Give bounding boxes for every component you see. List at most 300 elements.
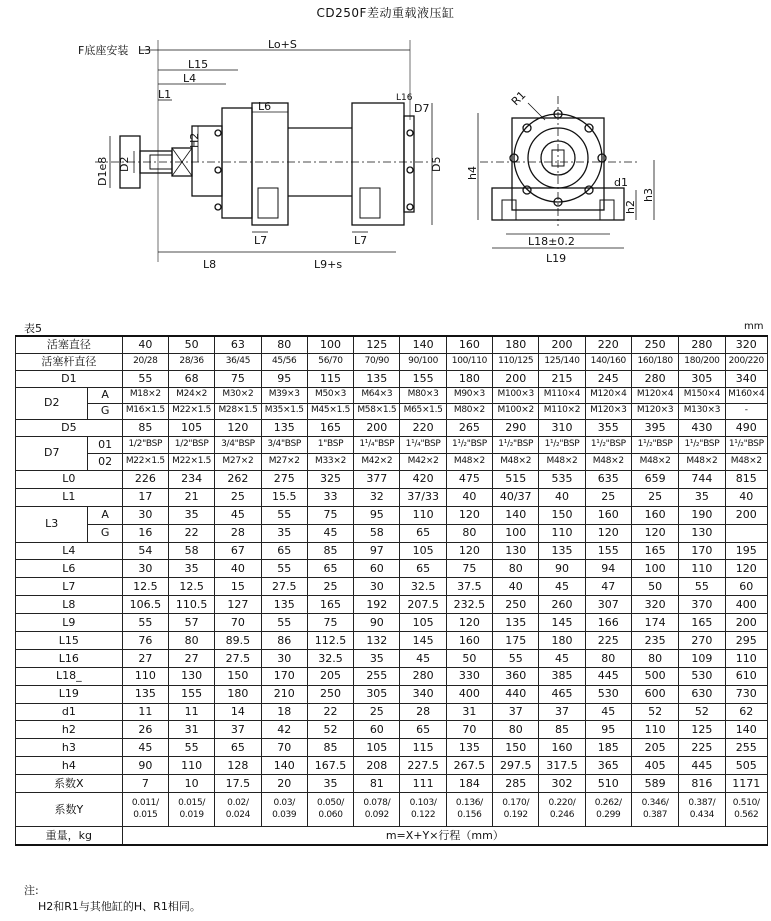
dim-L9-s: L9+s: [314, 258, 343, 268]
table-cell: 27: [168, 649, 214, 667]
table-cell: 165: [307, 596, 353, 614]
table-cell: [725, 793, 767, 827]
table-cell: 35: [168, 506, 214, 524]
table-cell: 165: [679, 614, 725, 632]
dim-D7: D7: [414, 102, 430, 115]
table-row: [16, 596, 768, 614]
table-cell: 190: [679, 506, 725, 524]
table-cell: 180/200: [679, 353, 725, 370]
table-row: [16, 453, 768, 470]
table-cell: 180: [493, 336, 539, 353]
table-cell: 60: [354, 721, 400, 739]
table-cell: 40: [493, 578, 539, 596]
table-cell: 120: [446, 542, 492, 560]
table-cell: M18×2: [122, 387, 168, 403]
row-sublabel: A: [88, 387, 122, 403]
coef-y-top: 0.510/: [732, 797, 760, 808]
table-cell: M27×2: [261, 453, 307, 470]
table-cell: 85: [307, 542, 353, 560]
table-cell: 63: [215, 336, 261, 353]
table-cell: 132: [354, 631, 400, 649]
table-cell: 27.5: [261, 578, 307, 596]
table-cell: 86: [261, 631, 307, 649]
table-cell: 65: [215, 739, 261, 757]
table-row: [16, 775, 768, 793]
table-cell: 17: [122, 488, 168, 506]
table-cell: 255: [725, 739, 767, 757]
table-cell: 36/45: [215, 353, 261, 370]
dim-R1: R1: [508, 88, 529, 109]
table-cell: 55: [122, 370, 168, 387]
table-cell: M35×1.5: [261, 403, 307, 419]
table-cell: 110: [631, 721, 678, 739]
table-cell: 110: [539, 524, 585, 542]
table-cell: M27×2: [215, 453, 261, 470]
table-cell: M80×2: [446, 403, 492, 419]
table-cell: 85: [122, 419, 168, 436]
table-row: [16, 578, 768, 596]
table-cell: 250: [307, 685, 353, 703]
table-cell: 37.5: [446, 578, 492, 596]
table-cell: 110: [168, 757, 214, 775]
coef-y-top: 0.078/: [363, 797, 391, 808]
dim-h2: h2: [624, 200, 637, 214]
table-cell: 140: [261, 757, 307, 775]
table-row: [16, 721, 768, 739]
dim-H2: H2: [188, 132, 201, 148]
weight-formula: m=X+Y×行程（mm）: [122, 827, 767, 845]
table-cell: 150: [215, 667, 261, 685]
coef-y-bottom: 0.060: [318, 810, 343, 821]
table-row: [16, 436, 768, 453]
table-cell: 90: [354, 614, 400, 632]
table-cell: 1¹/₂"BSP: [446, 436, 492, 453]
table-cell: 440: [493, 685, 539, 703]
table-cell: 815: [725, 470, 767, 488]
table-cell: 589: [631, 775, 678, 793]
coef-y-top: 0.346/: [641, 797, 669, 808]
table-cell: 1¹/₂"BSP: [725, 436, 767, 453]
table-cell: M120×3: [631, 403, 678, 419]
table-cell: 420: [400, 470, 446, 488]
coef-y-top: 0.136/: [455, 797, 483, 808]
table-cell: 1¹/₄"BSP: [400, 436, 446, 453]
table-cell: 30: [122, 506, 168, 524]
table-cell: 54: [122, 542, 168, 560]
table-cell: 167.5: [307, 757, 353, 775]
spec-table: [15, 335, 768, 846]
dim-L18: L18±0.2: [528, 235, 575, 248]
table-cell: 115: [400, 739, 446, 757]
table-cell: M120×3: [585, 403, 631, 419]
table-cell: M30×2: [215, 387, 261, 403]
table-cell: 280: [400, 667, 446, 685]
table-cell: 155: [585, 542, 631, 560]
table-cell: 60: [725, 578, 767, 596]
table-cell: [631, 793, 678, 827]
table-cell: 226: [122, 470, 168, 488]
table-cell: 55: [261, 614, 307, 632]
table-cell: 65: [307, 560, 353, 578]
table-cell: 80: [168, 631, 214, 649]
table-cell: 145: [539, 614, 585, 632]
table-cell: 250: [493, 596, 539, 614]
table-cell: 100: [307, 336, 353, 353]
table-cell: 125: [354, 336, 400, 353]
table-cell: 234: [168, 470, 214, 488]
table-cell: 57: [168, 614, 214, 632]
table-cell: [679, 793, 725, 827]
table-cell: 110: [679, 560, 725, 578]
table-cell: 105: [400, 542, 446, 560]
table-cell: 37: [539, 703, 585, 721]
table-cell: 150: [493, 739, 539, 757]
row-sublabel: 01: [88, 436, 122, 453]
table-cell: 600: [631, 685, 678, 703]
coef-y-top: 0.02/: [227, 797, 249, 808]
table-cell: 31: [446, 703, 492, 721]
table-cell: 110: [122, 667, 168, 685]
dim-D2: D2: [118, 156, 131, 172]
table-cell: 160: [631, 506, 678, 524]
table-row: [16, 560, 768, 578]
table-cell: M150×4: [679, 387, 725, 403]
row-label: D5: [16, 419, 123, 436]
table-cell: 1¹/₂"BSP: [539, 436, 585, 453]
dim-L16: L16: [396, 93, 413, 103]
table-cell: 200: [725, 506, 767, 524]
table-cell: 7: [122, 775, 168, 793]
table-cell: 26: [122, 721, 168, 739]
table-cell: 52: [307, 721, 353, 739]
table-cell: 360: [493, 667, 539, 685]
dim-L4: L4: [183, 72, 197, 85]
table-cell: 12.5: [122, 578, 168, 596]
table-cell: 105: [354, 739, 400, 757]
table-cell: 330: [446, 667, 492, 685]
row-label: D1: [16, 370, 123, 387]
table-cell: M48×2: [631, 453, 678, 470]
table-cell: 90/100: [400, 353, 446, 370]
row-label: 活塞直径: [16, 336, 123, 353]
table-cell: 115: [307, 370, 353, 387]
cylinder-drawing: [0, 18, 771, 268]
table-cell: 174: [631, 614, 678, 632]
table-cell: 111: [400, 775, 446, 793]
table-cell: 31: [168, 721, 214, 739]
table-cell: 128: [215, 757, 261, 775]
dim-L15: L15: [188, 58, 209, 71]
table-cell: 475: [446, 470, 492, 488]
coef-y-top: 0.103/: [409, 797, 437, 808]
table-row: [16, 827, 768, 845]
table-cell: 135: [261, 596, 307, 614]
table-cell: 395: [631, 419, 678, 436]
table-cell: 32.5: [400, 578, 446, 596]
coef-y-top: 0.220/: [548, 797, 576, 808]
table-cell: 340: [725, 370, 767, 387]
table-cell: 75: [215, 370, 261, 387]
coef-y-bottom: 0.015: [133, 810, 158, 821]
coef-y-bottom: 0.092: [364, 810, 389, 821]
table-cell: 135: [493, 614, 539, 632]
table-cell: 160: [539, 739, 585, 757]
row-label: h3: [16, 739, 123, 757]
table-cell: 150: [539, 506, 585, 524]
table-cell: 47: [585, 578, 631, 596]
row-sublabel: G: [88, 524, 122, 542]
table-cell: 355: [585, 419, 631, 436]
table-cell: 125: [679, 721, 725, 739]
table-cell: 60: [354, 560, 400, 578]
table-cell: 55: [679, 578, 725, 596]
table-cell: M80×3: [400, 387, 446, 403]
table-row: [16, 793, 768, 827]
table-cell: 385: [539, 667, 585, 685]
table-cell: 205: [307, 667, 353, 685]
table-cell: [725, 524, 767, 542]
table-cell: [354, 793, 400, 827]
table-row: [16, 387, 768, 403]
table-cell: M22×1.5: [168, 453, 214, 470]
table-cell: 67: [215, 542, 261, 560]
table-cell: 166: [585, 614, 631, 632]
table-cell: 1¹/₂"BSP: [679, 436, 725, 453]
table-cell: 280: [631, 370, 678, 387]
table-cell: 160/180: [631, 353, 678, 370]
dim-d1: d1: [614, 176, 628, 189]
table-cell: 220: [585, 336, 631, 353]
table-cell: 145: [400, 631, 446, 649]
table-cell: 225: [585, 631, 631, 649]
row-label: L1: [16, 488, 123, 506]
table-cell: 232.5: [446, 596, 492, 614]
table-cell: 530: [585, 685, 631, 703]
table-cell: 80: [493, 721, 539, 739]
table-cell: 40: [725, 488, 767, 506]
table-cell: M110×2: [539, 403, 585, 419]
coef-y-top: 0.170/: [502, 797, 530, 808]
notes-heading: 注:: [24, 884, 39, 897]
table-cell: 505: [725, 757, 767, 775]
table-cell: 70: [261, 739, 307, 757]
table-cell: M110×4: [539, 387, 585, 403]
table-row: [16, 649, 768, 667]
table-cell: 816: [679, 775, 725, 793]
table-cell: 37/33: [400, 488, 446, 506]
table-cell: 135: [261, 419, 307, 436]
table-cell: 70: [446, 721, 492, 739]
table-cell: M16×1.5: [122, 403, 168, 419]
table-cell: 135: [539, 542, 585, 560]
table-cell: 140: [400, 336, 446, 353]
table-cell: M48×2: [725, 453, 767, 470]
table-cell: 285: [493, 775, 539, 793]
table-cell: M42×2: [354, 453, 400, 470]
table-cell: 110: [725, 649, 767, 667]
row-label: L16: [16, 649, 123, 667]
table-cell: 500: [631, 667, 678, 685]
table-cell: 3/4"BSP: [215, 436, 261, 453]
table-cell: 35: [307, 775, 353, 793]
table-cell: 265: [446, 419, 492, 436]
table-cell: 21: [168, 488, 214, 506]
table-cell: 317.5: [539, 757, 585, 775]
table-cell: 515: [493, 470, 539, 488]
table-cell: 205: [631, 739, 678, 757]
table-cell: 160: [446, 336, 492, 353]
table-cell: M48×2: [446, 453, 492, 470]
row-label: L18_: [16, 667, 123, 685]
table-cell: 1¹/₂"BSP: [631, 436, 678, 453]
row-label: L15: [16, 631, 123, 649]
row-label: 活塞杆直径: [16, 353, 123, 370]
table-cell: 100/110: [446, 353, 492, 370]
table-cell: 65: [400, 524, 446, 542]
table-cell: 62: [725, 703, 767, 721]
table-cell: 76: [122, 631, 168, 649]
table-row: [16, 488, 768, 506]
table-cell: 744: [679, 470, 725, 488]
table-cell: 11: [168, 703, 214, 721]
table-cell: 120: [725, 560, 767, 578]
table-cell: M50×3: [307, 387, 353, 403]
table-cell: 659: [631, 470, 678, 488]
table-cell: 18: [261, 703, 307, 721]
dim-L7-rear: L7: [354, 234, 368, 247]
table-cell: 100: [631, 560, 678, 578]
table-cell: 95: [261, 370, 307, 387]
table-cell: [493, 793, 539, 827]
table-cell: 160: [585, 506, 631, 524]
table-cell: 200: [354, 419, 400, 436]
table-cell: 35: [679, 488, 725, 506]
table-cell: 245: [585, 370, 631, 387]
table-cell: 17.5: [215, 775, 261, 793]
table-cell: 55: [122, 614, 168, 632]
table-cell: 75: [446, 560, 492, 578]
table-cell: 535: [539, 470, 585, 488]
table-cell: M58×1.5: [354, 403, 400, 419]
row-label: L7: [16, 578, 123, 596]
table-cell: 40: [446, 488, 492, 506]
row-sublabel: 02: [88, 453, 122, 470]
table-cell: 10: [168, 775, 214, 793]
table-cell: 15: [215, 578, 261, 596]
table-cell: 377: [354, 470, 400, 488]
table-cell: 45: [539, 578, 585, 596]
row-label: 重量，kg: [16, 827, 123, 845]
table-cell: M48×2: [679, 453, 725, 470]
coef-y-bottom: 0.122: [410, 810, 436, 821]
table-row: [16, 757, 768, 775]
row-label: L0: [16, 470, 123, 488]
table-cell: 1¹/₂"BSP: [585, 436, 631, 453]
table-cell: 180: [446, 370, 492, 387]
table-cell: [539, 793, 585, 827]
table-row: [16, 524, 768, 542]
table-cell: 175: [493, 631, 539, 649]
table-cell: 80: [585, 649, 631, 667]
dim-D5: D5: [430, 156, 443, 172]
table-cell: 127: [215, 596, 261, 614]
row-label: D2: [16, 387, 88, 419]
table-cell: 155: [168, 685, 214, 703]
table-cell: 45/56: [261, 353, 307, 370]
table-cell: M48×2: [585, 453, 631, 470]
table-cell: M65×1.5: [400, 403, 446, 419]
table-cell: 510: [585, 775, 631, 793]
table-cell: 170: [261, 667, 307, 685]
table-cell: [307, 793, 353, 827]
table-cell: 200: [539, 336, 585, 353]
table-cell: [215, 793, 261, 827]
table-cell: 65: [261, 542, 307, 560]
table-cell: 25: [354, 703, 400, 721]
table-cell: 220: [400, 419, 446, 436]
table-row: [16, 419, 768, 436]
table-cell: 80: [493, 560, 539, 578]
table-cell: 120: [585, 524, 631, 542]
notes-line: H2和R1与其他缸的H、R1相同。: [38, 900, 201, 913]
table-row: [16, 614, 768, 632]
table-cell: 430: [679, 419, 725, 436]
table-cell: 255: [354, 667, 400, 685]
row-label: L19: [16, 685, 123, 703]
table-cell: 400: [446, 685, 492, 703]
table-cell: 130: [493, 542, 539, 560]
table-cell: 120: [631, 524, 678, 542]
table-cell: 297.5: [493, 757, 539, 775]
coef-y-bottom: 0.039: [272, 810, 297, 821]
table-cell: 30: [261, 649, 307, 667]
table-cell: 320: [725, 336, 767, 353]
table-cell: 14: [215, 703, 261, 721]
table-cell: 370: [679, 596, 725, 614]
row-label: L6: [16, 560, 123, 578]
table-cell: 80: [446, 524, 492, 542]
table-cell: 130: [168, 667, 214, 685]
table-cell: 85: [539, 721, 585, 739]
table-row: [16, 370, 768, 387]
table-cell: 52: [679, 703, 725, 721]
table-cell: 140: [725, 721, 767, 739]
table-cell: 20/28: [122, 353, 168, 370]
table-cell: 135: [446, 739, 492, 757]
table-cell: 28/36: [168, 353, 214, 370]
row-label: 系数Y: [16, 793, 123, 827]
table-cell: 50: [446, 649, 492, 667]
table-cell: 325: [307, 470, 353, 488]
table-cell: 267.5: [446, 757, 492, 775]
table-cell: 55: [168, 739, 214, 757]
table-cell: M24×2: [168, 387, 214, 403]
table-cell: 210: [261, 685, 307, 703]
table-cell: 25: [307, 578, 353, 596]
table-cell: 160: [446, 631, 492, 649]
row-label: 系数X: [16, 775, 123, 793]
dim-D1: D1e8: [96, 156, 109, 186]
table-cell: 490: [725, 419, 767, 436]
table-cell: 208: [354, 757, 400, 775]
table-cell: M160×4: [725, 387, 767, 403]
table-cell: 290: [493, 419, 539, 436]
table-cell: 40: [215, 560, 261, 578]
table-cell: 400: [725, 596, 767, 614]
row-label: D7: [16, 436, 88, 470]
table-row: [16, 470, 768, 488]
coef-y-bottom: 0.387: [642, 810, 668, 821]
